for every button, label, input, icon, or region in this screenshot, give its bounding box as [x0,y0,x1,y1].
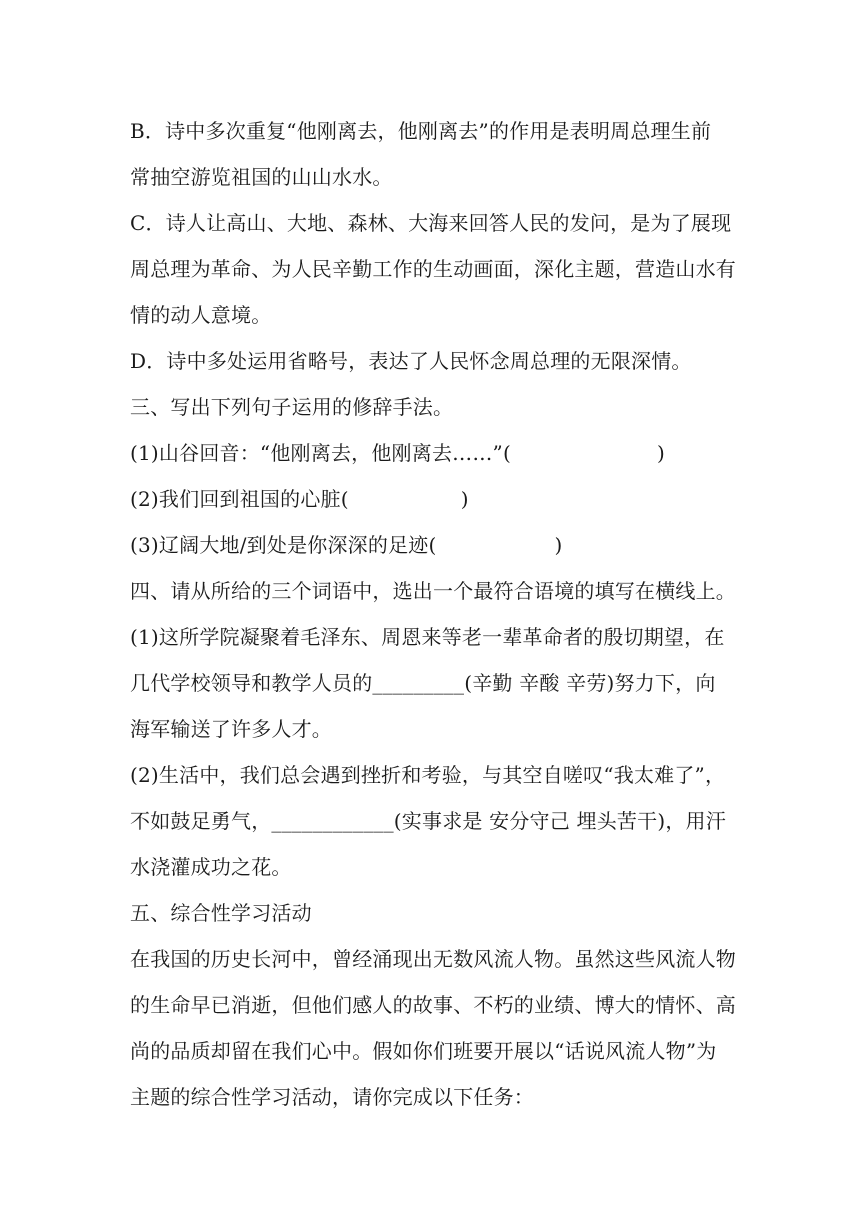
rhetoric-item-3-text: (3)辽阔大地/到处是你深深的足迹( [130,533,437,557]
section-five-para-line-1: 在我国的历史长河中，曾经涌现出无数风流人物。虽然这些风流人物 [130,947,736,971]
section-five-heading: 五、综合性学习活动 [130,901,312,925]
section-three-heading: 三、写出下列句子运用的修辞手法。 [130,395,454,419]
option-c-line-3: 情的动人意境。 [130,303,272,327]
q4-1-line-3: 海军输送了许多人才。 [130,717,332,741]
rhetoric-item-3 [130,522,740,568]
option-b-line-2: 常抽空游览祖国的山山水水。 [130,165,393,189]
option-c-line-2: 周总理为革命、为人民辛勤工作的生动画面，深化主题，营造山水有 [130,257,736,281]
rhetoric-item-2-text: (2)我们回到祖国的心脏( [130,487,349,511]
section-five-para-line-3: 尚的品质却留在我们心中。假如你们班要开展以“话说风流人物”为 [130,1039,717,1063]
q4-2-line-1: (2)生活中，我们总会遇到挫折和考验，与其空自嗟叹“我太难了”， [130,763,726,787]
rhetoric-item-1-close: ) [656,441,665,465]
option-c-line-1: C．诗人让高山、大地、森林、大海来回答人民的发问，是为了展现 [130,211,732,235]
section-four-heading: 四、请从所给的三个词语中，选出一个最符合语境的填写在横线上。 [130,579,736,603]
rhetoric-item-2 [130,476,740,522]
section-five-para-line-4: 主题的综合性学习活动，请你完成以下任务： [130,1085,534,1109]
q4-2-line-3: 水浇灌成功之花。 [130,855,292,879]
q4-1-line-1: (1)这所学院凝聚着毛泽东、周恩来等老一辈革命者的殷切期望，在 [130,625,725,649]
q4-2-line-2: 不如鼓足勇气，____________(实事求是 安分守己 埋头苦干)，用汗 [130,809,726,833]
rhetoric-item-2-close: ) [460,487,469,511]
section-five-para-line-2: 的生命早已消逝，但他们感人的故事、不朽的业绩、博大的情怀、高 [130,993,736,1017]
rhetoric-item-1 [130,430,740,476]
document-page [130,108,740,1120]
option-d-line: D．诗中多处运用省略号，表达了人民怀念周总理的无限深情。 [130,349,692,373]
rhetoric-item-1-text: (1)山谷回音：“他刚离去，他刚离去……”( [130,441,511,465]
option-b-line-1: B．诗中多次重复“他刚离去，他刚离去”的作用是表明周总理生前 [130,119,712,143]
q4-1-line-2: 几代学校领导和教学人员的_________(辛勤 辛酸 辛劳)努力下，向 [130,671,716,695]
rhetoric-item-3-close: ) [554,533,563,557]
